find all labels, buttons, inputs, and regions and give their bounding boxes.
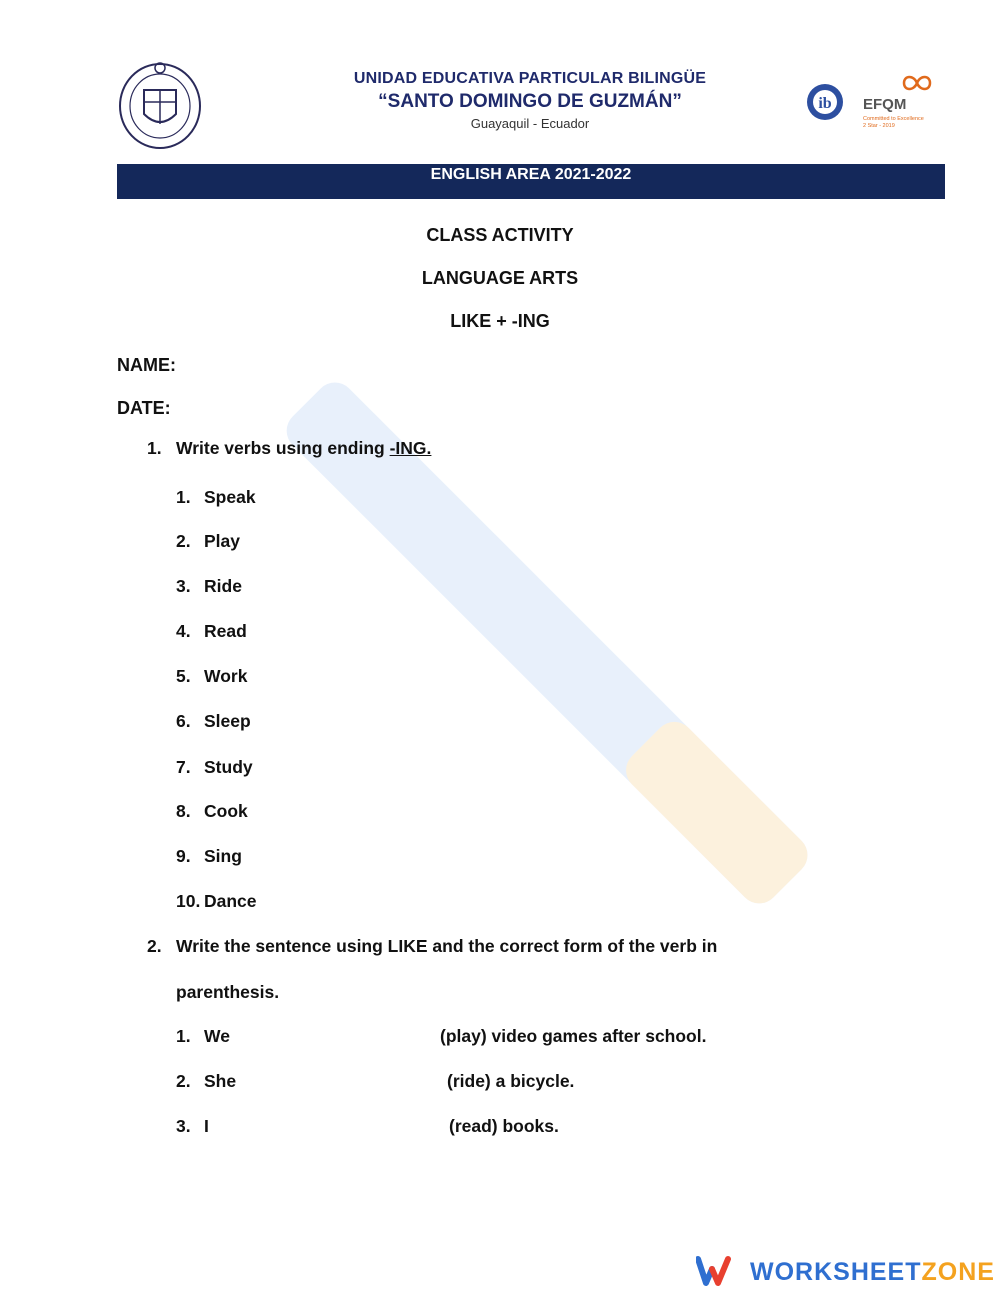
brand-part2: ZONE [921,1258,995,1286]
sentence-item [176,1071,236,1092]
list-item-number: 7. [176,757,191,777]
efqm-name: EFQM [863,96,907,113]
exercise1-text: Write verbs using ending [176,438,390,458]
svg-text:ib: ib [818,95,832,112]
worksheetzone-watermark [160,300,920,1000]
list-item [176,666,247,687]
exercise2-text-cont: parenthesis. [176,982,280,1002]
topic-title: LIKE + -ING [450,311,550,331]
list-item-word: Speak [204,487,256,507]
exercise1-number: 1. [147,438,162,458]
list-item-word: Study [204,757,253,777]
list-item [176,891,257,912]
exercise2-text: Write the sentence using LIKE and the correct form of the verb in [176,936,718,956]
list-item [176,621,247,642]
brand-part1: WORKSHEET [750,1258,922,1286]
sentence-number: 3. [176,1116,191,1136]
school-name-line2: “SANTO DOMINGO DE GUZMÁN” [378,91,682,112]
list-item-number: 1. [176,487,191,507]
sentence-item [176,1026,230,1047]
list-item-word: Ride [204,576,242,596]
ib-logo-icon [803,82,847,122]
sentence-subject: She [204,1071,237,1091]
sentence-subject: I [204,1116,209,1136]
sentence-number: 1. [176,1026,191,1046]
list-item-number: 4. [176,621,191,641]
subject-title: LANGUAGE ARTS [421,268,579,288]
list-item-number: 9. [176,846,191,866]
list-item [176,711,251,732]
sentence-subject: We [204,1026,230,1046]
exercise1-emphasis: -ING. [389,438,432,458]
school-location: Guayaquil - Ecuador [470,116,590,131]
english-area-title: ENGLISH AREA 2021-2022 [430,166,632,183]
sentence-number: 2. [176,1071,191,1091]
name-label: NAME: [117,355,176,375]
list-item-number: 2. [176,531,191,551]
activity-title: CLASS ACTIVITY [426,225,574,245]
list-item-number: 3. [176,576,191,596]
list-item-number: 5. [176,666,191,686]
sentence-rest: (read) books. [449,1116,559,1136]
exercise2-instruction [147,936,717,957]
list-item [176,846,242,867]
efqm-subtitle: Committed to Excellence [863,116,924,122]
list-item [176,487,256,508]
exercise2-number: 2. [147,936,162,956]
list-item-word: Dance [204,891,257,911]
list-item-word: Play [204,531,240,551]
list-item-number: 6. [176,711,191,731]
school-seal-icon [117,58,203,150]
list-item-word: Cook [204,801,248,821]
efqm-infinity-icon [900,72,934,94]
efqm-year: 2 Star - 2019 [863,123,895,129]
list-item-word: Sleep [204,711,251,731]
list-item-number: 10. [176,891,201,911]
worksheetzone-brand [750,1258,995,1287]
sentence-rest: (ride) a bicycle. [447,1071,575,1091]
list-item-word: Read [204,621,247,641]
list-item [176,757,253,778]
date-label: DATE: [117,398,171,418]
exercise1-instruction [147,438,431,459]
worksheetzone-w-icon [696,1255,736,1287]
list-item-number: 8. [176,801,191,821]
list-item [176,801,248,822]
school-name-line1: UNIDAD EDUCATIVA PARTICULAR BILINGÜE [353,70,707,87]
list-item-word: Sing [204,846,242,866]
list-item [176,531,240,552]
sentence-rest: (play) video games after school. [440,1026,707,1046]
sentence-item [176,1116,209,1137]
list-item [176,576,242,597]
list-item-word: Work [204,666,248,686]
